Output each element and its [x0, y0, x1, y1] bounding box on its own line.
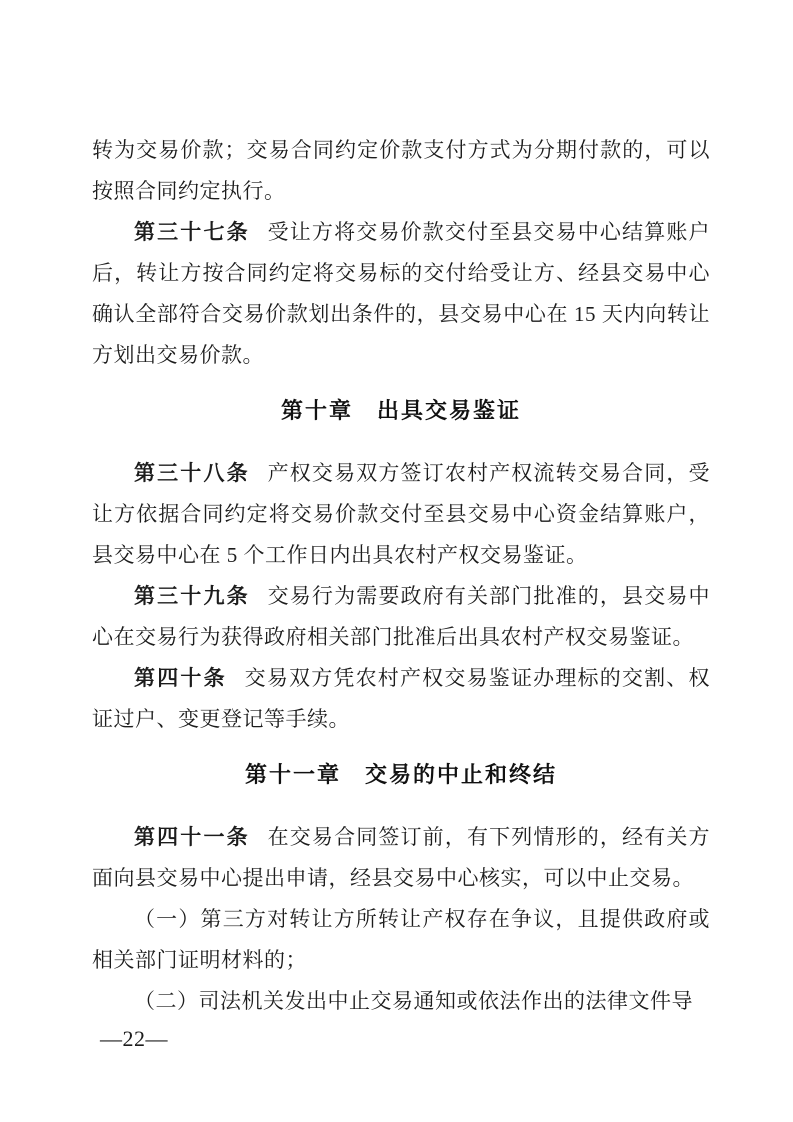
article-39-term: 第三十九条: [134, 585, 250, 608]
article-40-text: 交易双方凭农村产权交易鉴证办理标的交割、权证过户、变更登记等手续。: [92, 666, 711, 731]
article-37-term: 第三十七条: [134, 221, 250, 244]
article-37-text: 受让方将交易价款交付至县交易中心结算账户后，转让方按合同约定将交易标的交付给受让方、经县交易中心确认全部符合交易价款划出条件的，县交易中心在 15 天内向转让方划出交易价款。: [92, 220, 711, 367]
paragraph-continuation: [92, 130, 710, 212]
article-41-term: 第四十一条: [134, 826, 250, 849]
document-body: [92, 130, 710, 1022]
paragraph-continuation-text: 转为交易价款；交易合同约定价款支付方式为分期付款的，可以按照合同约定执行。: [92, 138, 710, 203]
list-item-2-text: （二）司法机关发出中止交易通知或依法作出的法律文件导: [134, 989, 693, 1013]
chapter-11-heading: 第十一章 交易的中止和终结: [244, 762, 557, 787]
article-41-text: 在交易合同签订前，有下列情形的，经有关方面向县交易中心提出申请，经县交易中心核实，可以中止交易。: [92, 825, 711, 890]
list-item-2: [92, 981, 710, 1022]
article-37: [92, 212, 710, 376]
article-41: [92, 817, 710, 899]
article-38: [92, 453, 710, 576]
article-38-term: 第三十八条: [134, 462, 250, 485]
chapter-10-heading: 第十章 出具交易鉴证: [280, 398, 521, 423]
article-39-text: 交易行为需要政府有关部门批准的，县交易中心在交易行为获得政府相关部门批准后出具农村产权交易鉴证。: [92, 584, 711, 649]
article-40: [92, 658, 710, 740]
list-item-1-text: （一）第三方对转让方所转让产权存在争议，且提供政府或相关部门证明材料的；: [92, 907, 710, 972]
article-40-term: 第四十条: [134, 667, 227, 690]
article-39: [92, 576, 710, 658]
page-number: —22—: [100, 1026, 168, 1051]
list-item-1: [92, 899, 710, 981]
article-38-text: 产权交易双方签订农村产权流转交易合同，受让方依据合同约定将交易价款交付至县交易中心资金结算账户，县交易中心在 5 个工作日内出具农村产权交易鉴证。: [92, 461, 711, 567]
